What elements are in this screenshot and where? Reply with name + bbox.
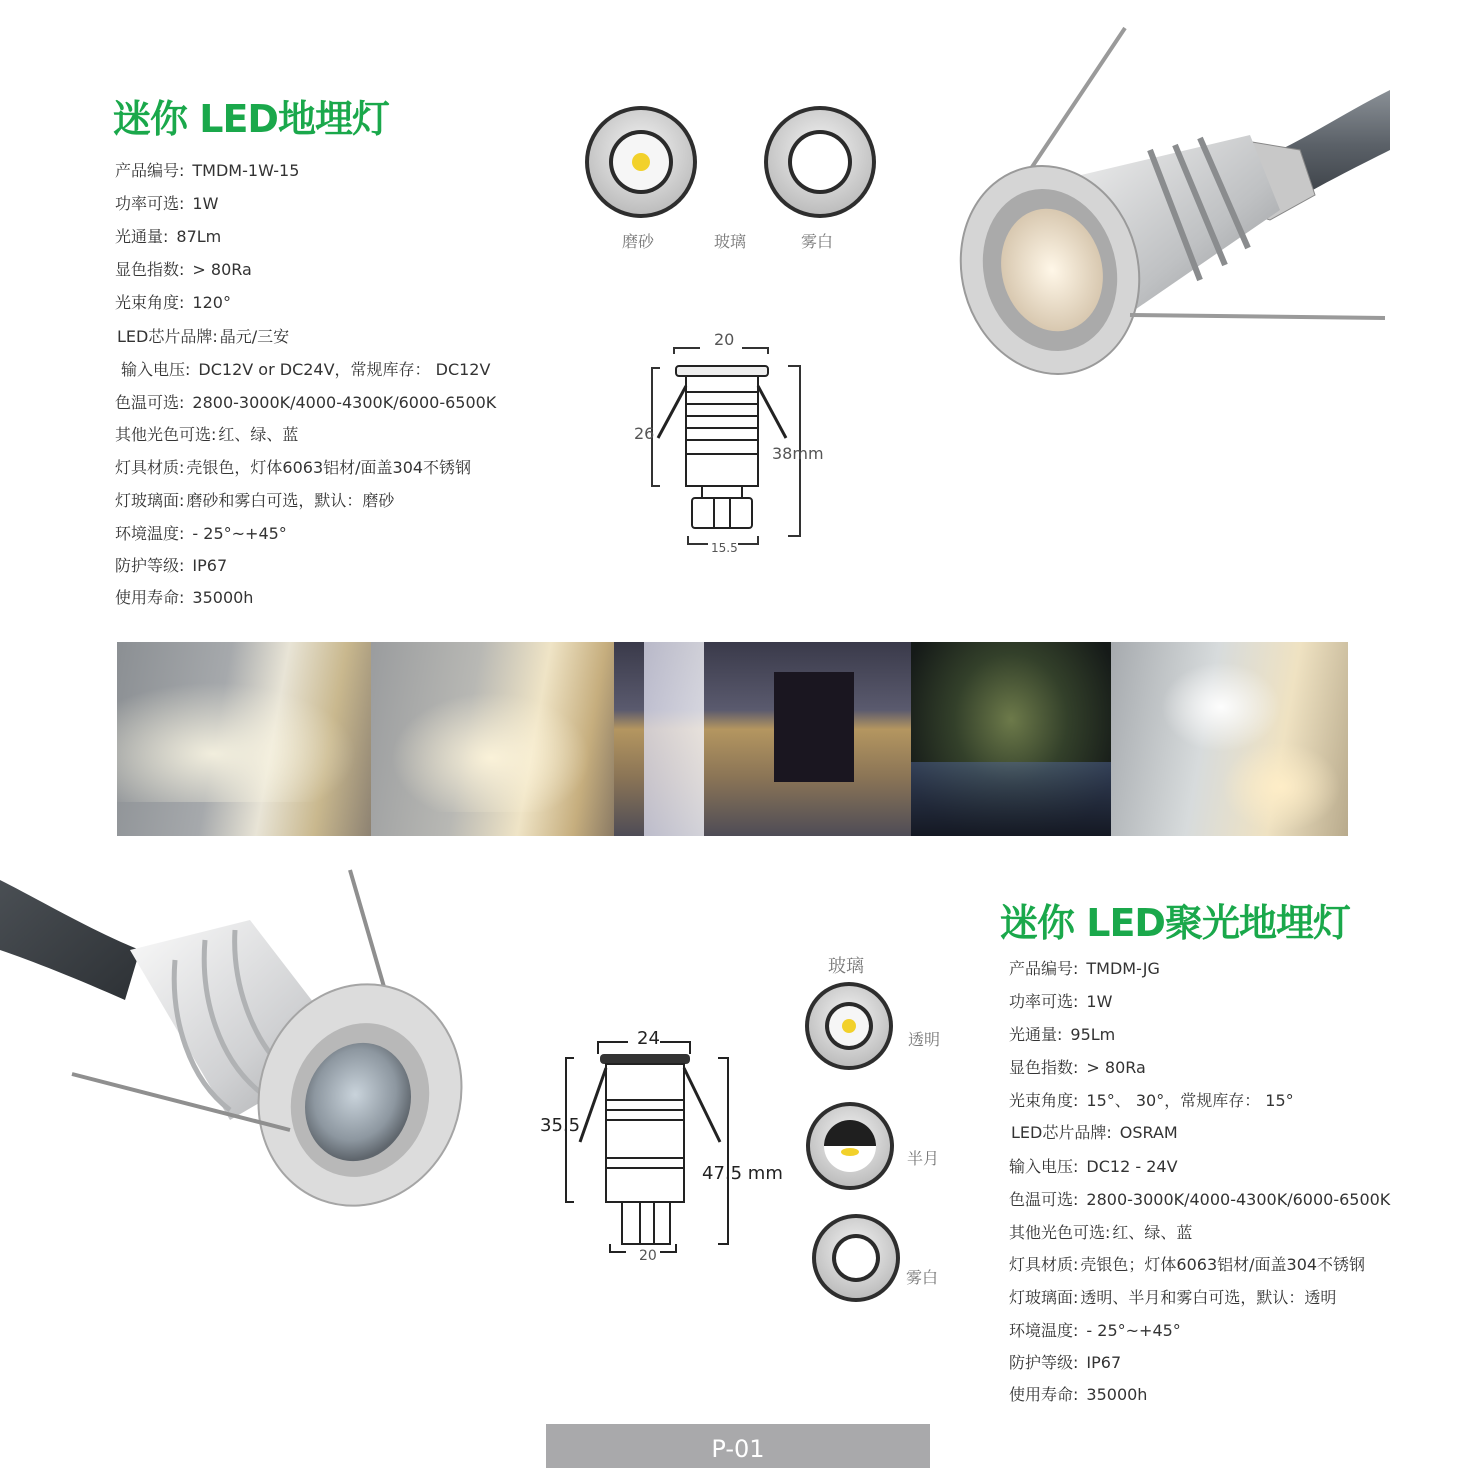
dimension-total: 38mm	[772, 444, 824, 463]
dimension-body: 26	[634, 424, 655, 443]
glass-option-label: 半月	[907, 1149, 940, 1168]
spec-item: 光束角度: 15°、 30°，常规库存： 15°	[1009, 1091, 1294, 1110]
dimension-top: 20	[714, 330, 735, 349]
spec-item: 产品编号: TMDM-JG	[1009, 959, 1160, 978]
glass-option-label: 磨砂	[622, 232, 655, 251]
dimension-total: 47.5 mm	[702, 1163, 783, 1184]
spec-item: 其他光色可选: 红、绿、蓝	[115, 425, 299, 444]
spec-item: 输入电压: DC12V or DC24V，常规库存： DC12V	[121, 360, 491, 379]
spec-item: 色温可选: 2800-3000K/4000-4300K/6000-6500K	[115, 393, 497, 412]
product2-spec-list	[1009, 956, 1459, 1406]
product2-title: 迷你 LED聚光地埋灯	[1000, 901, 1350, 945]
spec-item: 色温可选: 2800-3000K/4000-4300K/6000-6500K	[1009, 1190, 1391, 1209]
spec-item: 显色指数: > 80Ra	[1009, 1058, 1146, 1077]
spec-item: 使用寿命: 35000h	[115, 588, 254, 607]
spec-item: 防护等级: IP67	[1009, 1353, 1122, 1372]
dimension-bottom: 20	[639, 1248, 657, 1264]
spec-item: 使用寿命: 35000h	[1009, 1385, 1148, 1404]
fog-white-ring-icon	[764, 106, 876, 218]
application-photo	[117, 642, 371, 836]
spec-item: 光通量: 95Lm	[1009, 1025, 1116, 1044]
glass-option-label: 雾白	[801, 232, 834, 251]
glass-option-label: 雾白	[906, 1268, 939, 1287]
product2-dimension-drawing	[560, 1030, 750, 1270]
spec-item: 防护等级: IP67	[115, 556, 228, 575]
dimension-bottom: 15.5	[711, 541, 738, 555]
frosted-ring-icon	[585, 106, 697, 218]
spec-item: 其他光色可选: 红、绿、蓝	[1009, 1223, 1193, 1242]
page-number: P-01	[546, 1424, 930, 1468]
application-photo	[1111, 642, 1348, 836]
spec-item: 灯玻璃面: 磨砂和雾白可选，默认：磨砂	[115, 491, 395, 510]
spec-item: 光通量: 87Lm	[115, 227, 222, 246]
spec-item: 灯具材质: 壳银色；灯体6063铝材/面盖304不锈钢	[1009, 1255, 1366, 1274]
spec-item: 灯具材质: 壳银色，灯体6063铝材/面盖304不锈钢	[115, 458, 472, 477]
product2-photo	[0, 860, 470, 1220]
application-photo	[614, 642, 911, 836]
application-photo-strip	[117, 642, 1348, 836]
product1-photo	[950, 20, 1390, 380]
spec-item: LED芯片品牌: OSRAM	[1011, 1123, 1178, 1142]
glass-option-label: 玻璃	[714, 232, 747, 251]
spec-item: 产品编号: TMDM-1W-15	[115, 161, 300, 180]
spec-item: 输入电压: DC12 - 24V	[1009, 1157, 1178, 1176]
spec-item: 功率可选: 1W	[115, 194, 219, 213]
glass-option-label: 透明	[908, 1030, 941, 1049]
dimension-body: 35.5	[540, 1115, 581, 1136]
spec-item: 功率可选: 1W	[1009, 992, 1113, 1011]
application-photo	[911, 642, 1111, 836]
product1-title: 迷你 LED地埋灯	[113, 97, 389, 141]
clear-ring-icon	[805, 982, 893, 1070]
application-photo	[371, 642, 614, 836]
dimension-top: 24	[637, 1028, 660, 1049]
fog-white-ring-icon	[812, 1214, 900, 1302]
spec-item: 灯玻璃面: 透明、半月和雾白可选，默认：透明	[1009, 1288, 1337, 1307]
half-moon-ring-icon	[806, 1102, 894, 1190]
spec-item: 环境温度: - 25°~+45°	[1009, 1321, 1181, 1340]
spec-item: LED芯片品牌: 晶元/三安	[117, 327, 290, 346]
spec-item: 环境温度: - 25°~+45°	[115, 524, 287, 543]
spec-item: 光束角度: 120°	[115, 293, 231, 312]
product2-glass-rings	[800, 980, 900, 1305]
glass-heading: 玻璃	[828, 956, 864, 977]
product1-glass-rings	[580, 100, 880, 225]
spec-item: 显色指数: > 80Ra	[115, 260, 252, 279]
product1-spec-list	[115, 158, 555, 618]
